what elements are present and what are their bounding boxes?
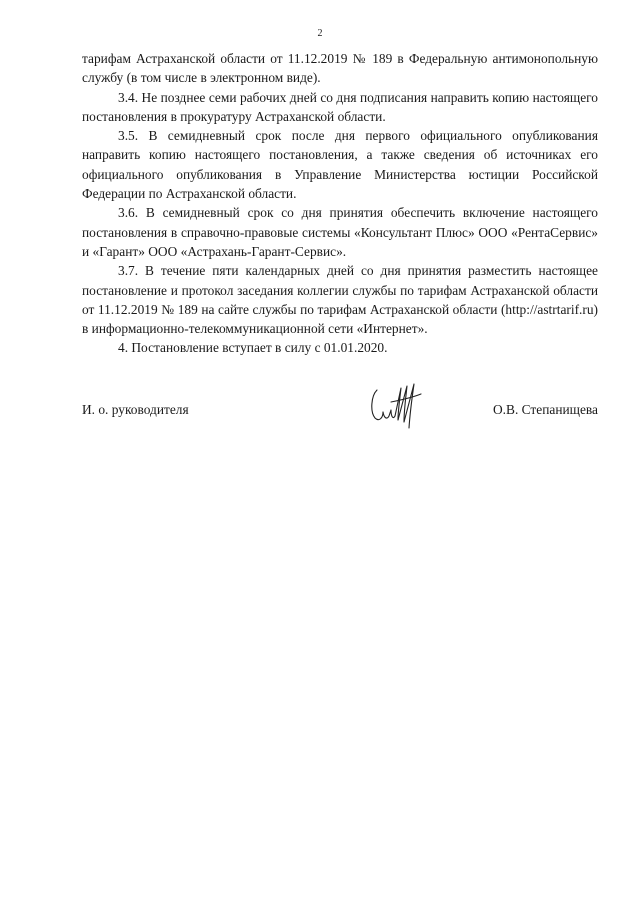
signatory-position: И. о. руководителя: [82, 402, 189, 417]
paragraph-3-4: 3.4. Не позднее семи рабочих дней со дня подписания направить копию настоящего постановления в прокуратуру Астраханской области.: [82, 89, 598, 124]
signatory-name: О.В. Степанищева: [493, 402, 598, 417]
paragraph-continuation: тарифам Астраханской области от 11.12.2019 № 189 в Федеральную антимонопольную службу (в том числе в электронном виде).: [82, 51, 598, 86]
paragraph-4: 4. Постановление вступает в силу с 01.01.2020.: [118, 340, 388, 356]
signature-block: [82, 396, 598, 432]
paragraph-3-5: 3.5. В семидневный срок после дня первого официального опубликования направить копию настоящего постановления, а также сведения об источниках его официального опубликования в Управление Министерства юстиции Российской Федерации по Астраханской области.: [82, 128, 598, 202]
paragraph-3-6: 3.6. В семидневный срок со дня принятия обеспечить включение настоящего постановления в справочно-правовые системы «Консультант Плюс» ООО «РентаСервис» и «Гарант» ООО «Астрахань-Гарант-Сервис».: [82, 205, 598, 259]
document-body: [82, 49, 598, 358]
page-number: 2: [317, 28, 323, 39]
paragraph-3-7: 3.7. В течение пяти календарных дней со дня принятия разместить настоящее постановление и протокол заседания коллегии службы по тарифам Астраханской области от 11.12.2019 № 189 на сайте службы по тарифам Астраханской области (http://astrtarif.ru) в информационно-телекоммуникационной сети «Интернет».: [82, 263, 598, 337]
handwritten-signature-icon: [367, 382, 431, 436]
